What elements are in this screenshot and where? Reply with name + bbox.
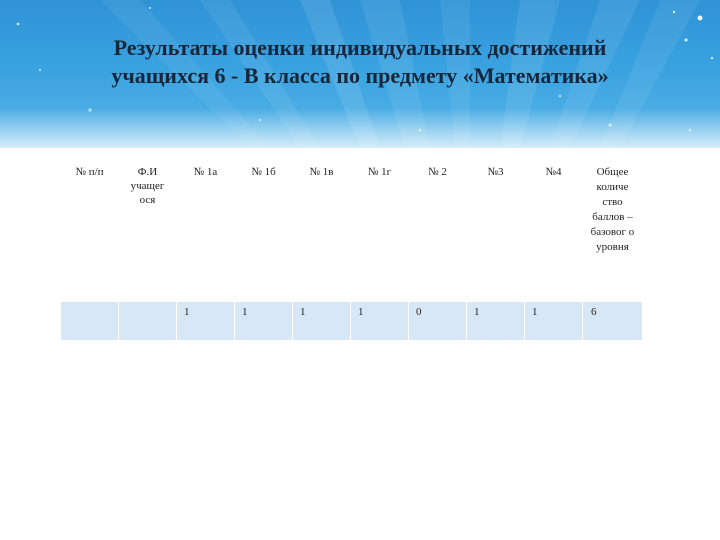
col-header-task-2: № 2 [409, 161, 467, 302]
cell-task-3: 1 [467, 302, 525, 341]
results-table [60, 160, 643, 341]
slide-title [0, 34, 720, 90]
title-line-2: учащихся 6 - В класса по предмету «Математика» [111, 63, 609, 88]
table-row [61, 302, 643, 341]
cell-student-name [119, 302, 177, 341]
col-header-task-4: №4 [525, 161, 583, 302]
col-header-number: № п/п [61, 161, 119, 302]
cell-task-1a: 1 [177, 302, 235, 341]
col-header-task-1g: № 1г [351, 161, 409, 302]
header-row [61, 161, 643, 302]
cell-number [61, 302, 119, 341]
col-header-total-score: Общее количе ство баллов – базовог о уровня [583, 161, 643, 302]
cell-task-1v: 1 [293, 302, 351, 341]
col-header-task-1b: № 1б [235, 161, 293, 302]
col-header-task-1a: № 1а [177, 161, 235, 302]
cell-task-1g: 1 [351, 302, 409, 341]
cell-task-4: 1 [525, 302, 583, 341]
title-line-1: Результаты оценки индивидуальных достижений [113, 35, 607, 60]
col-header-task-1v: № 1в [293, 161, 351, 302]
col-header-task-3: №3 [467, 161, 525, 302]
cell-total-score: 6 [583, 302, 643, 341]
cell-task-2: 0 [409, 302, 467, 341]
cell-task-1b: 1 [235, 302, 293, 341]
col-header-student-name: Ф.И учащег ося [119, 161, 177, 302]
